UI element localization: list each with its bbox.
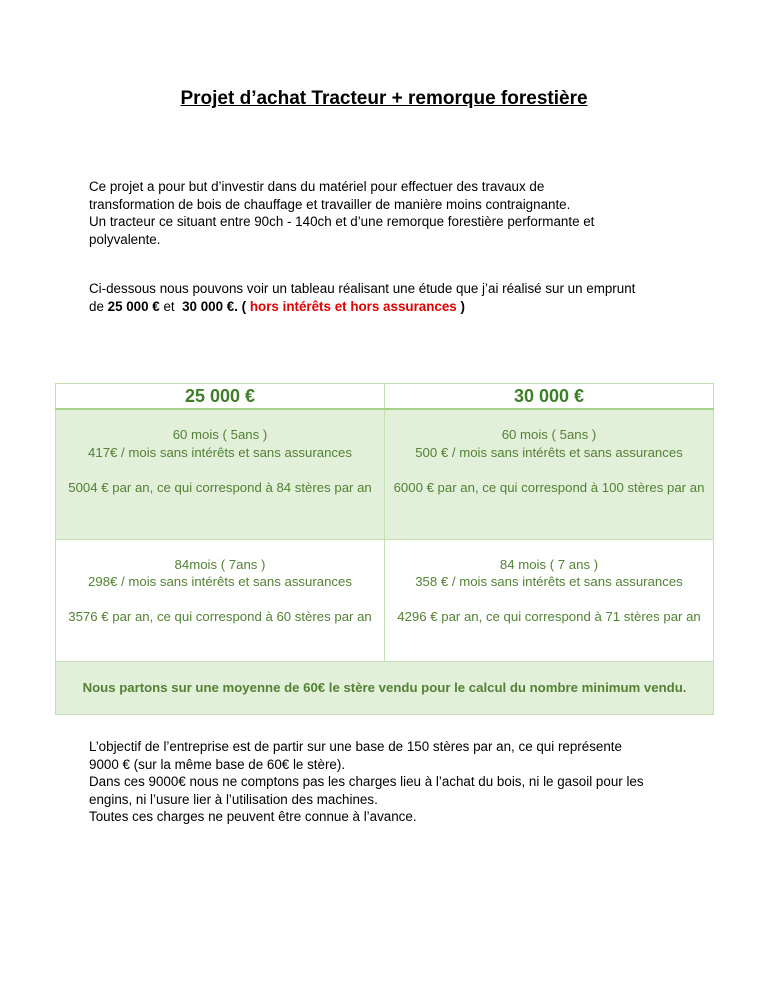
monthly: 358 € / mois sans intérêts et sans assurances	[415, 574, 683, 589]
text: de	[89, 298, 108, 314]
text-line: Dans ces 9000€ nous ne comptons pas les charges lieu à l’achat du bois, ni le gasoil pour les	[89, 774, 644, 789]
amount: 25 000 €	[107, 298, 160, 314]
loan-table	[55, 383, 714, 715]
text-line	[89, 298, 689, 316]
conclusion-paragraph	[89, 738, 709, 826]
text-line: 9000 € (sur la même base de 60€ le stère).	[89, 756, 346, 772]
study-paragraph	[89, 280, 689, 315]
table-cell	[385, 539, 714, 661]
monthly: 500 € / mois sans intérêts et sans assurances	[415, 444, 683, 460]
table-footer-row	[56, 661, 714, 714]
table-row	[56, 409, 714, 539]
document-title: Projet d’achat Tracteur + remorque forestière	[180, 88, 588, 109]
duration: 84 mois ( 7 ans )	[499, 556, 599, 572]
text-line: Toutes ces charges ne peuvent être connue à l’avance.	[89, 809, 417, 824]
table-cell	[385, 409, 714, 539]
intro-paragraph	[89, 178, 689, 248]
yearly: 5004 € par an, ce qui correspond à 84 stères par an	[68, 479, 372, 495]
text-line: Ci-dessous nous pouvons voir un tableau réalisant une étude que j’ai réalisé sur un emprunt	[89, 281, 636, 296]
yearly: 3576 € par an, ce qui correspond à 60 stères par an	[68, 609, 372, 624]
duration: 60 mois ( 5ans )	[172, 427, 268, 442]
table-row	[56, 539, 714, 661]
text-line: polyvalente.	[89, 231, 161, 247]
table-cell	[56, 539, 385, 661]
text-line: transformation de bois de chauffage et travailler de manière moins contraignante.	[89, 196, 571, 212]
header-30000: 30 000 €	[385, 384, 714, 410]
footer-note: Nous partons sur une moyenne de 60€ le stère vendu pour le calcul du nombre minimum vendu.	[56, 661, 714, 714]
note-highlight: hors intérêts et hors assurances	[249, 298, 457, 314]
amount: 30 000 €.	[182, 298, 238, 314]
text-line: Un tracteur ce situant entre 90ch - 140ch et d’une remorque forestière performante et	[89, 214, 595, 229]
duration: 60 mois ( 5ans )	[501, 427, 597, 442]
monthly: 417€ / mois sans intérêts et sans assurances	[88, 444, 352, 460]
yearly: 6000 € par an, ce qui correspond à 100 stères par an	[393, 479, 705, 495]
text: (	[237, 298, 250, 314]
duration: 84mois ( 7ans )	[174, 556, 266, 572]
yearly: 4296 € par an, ce qui correspond à 71 stères par an	[397, 609, 701, 624]
text: )	[456, 298, 465, 314]
text-line: Ce projet a pour but d’investir dans du matériel pour effectuer des travaux de	[89, 179, 545, 194]
monthly: 298€ / mois sans intérêts et sans assurances	[88, 574, 352, 589]
table-cell	[56, 409, 385, 539]
text: et	[159, 298, 183, 314]
header-25000: 25 000 €	[56, 384, 385, 410]
text-line: L’objectif de l’entreprise est de partir sur une base de 150 stères par an, ce qui représente	[89, 739, 622, 754]
text-line: engins, ni l’usure lier à l’utilisation des machines.	[89, 791, 378, 807]
